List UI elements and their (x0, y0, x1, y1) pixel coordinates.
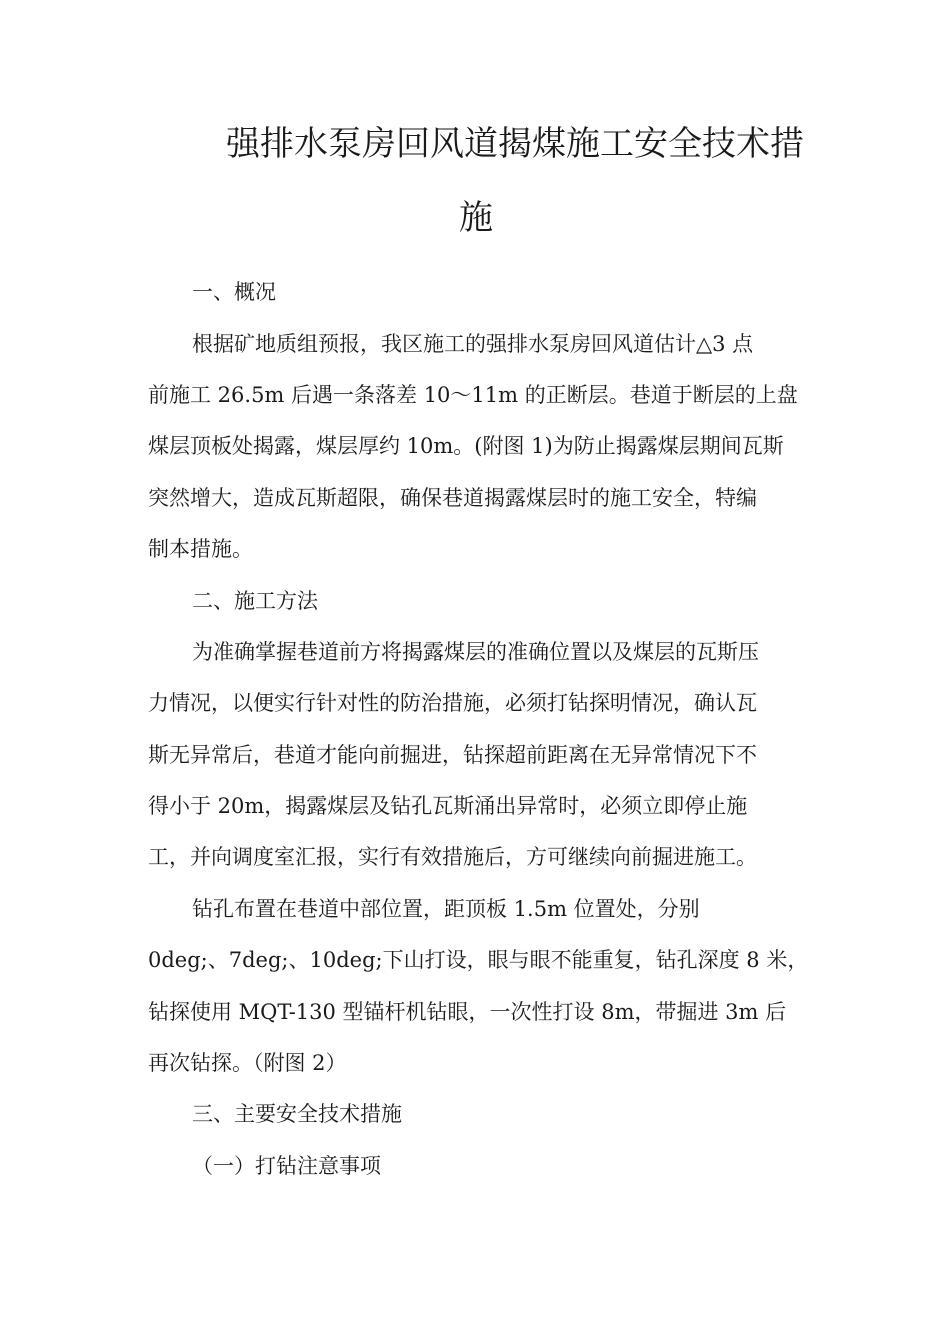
paragraph-line: 煤层顶板处揭露，煤层厚约 10m。(附图 1)为防止揭露煤层期间瓦斯 (148, 434, 784, 458)
section-heading-overview: 一、概况 (192, 280, 276, 304)
paragraph-line: 前施工 26.5m 后遇一条落差 10～11m 的正断层。巷道于断层的上盘 (148, 383, 798, 407)
paragraph-line: 斯无异常后，巷道才能向前掘进，钻探超前距离在无异常情况下不 (148, 743, 757, 767)
document-title-line-1: 强排水泵房回风道揭煤施工安全技术措 (226, 124, 804, 164)
paragraph-line: 根据矿地质组预报，我区施工的强排水泵房回风道估计△3 点 (192, 332, 754, 356)
paragraph-line: 为准确掌握巷道前方将揭露煤层的准确位置以及煤层的瓦斯压 (192, 640, 759, 664)
subsection-heading-drilling: （一）打钻注意事项 (192, 1154, 381, 1178)
paragraph-line: 突然增大，造成瓦斯超限，确保巷道揭露煤层时的施工安全，特编 (148, 486, 757, 510)
paragraph-line: 制本措施。 (148, 537, 253, 561)
paragraph-line: 钻孔布置在巷道中部位置，距顶板 1.5m 位置处，分别 (192, 897, 700, 921)
paragraph-line: 工，并向调度室汇报，实行有效措施后，方可继续向前掘进施工。 (148, 845, 757, 869)
document-title-line-2: 施 (459, 198, 493, 238)
section-heading-safety: 三、主要安全技术措施 (192, 1102, 402, 1126)
paragraph-line: 再次钻探。（附图 2） (148, 1051, 347, 1075)
paragraph-line: 钻探使用 MQT-130 型锚杆机钻眼，一次性打设 8m，带掘进 3m 后 (148, 1000, 787, 1024)
section-heading-method: 二、施工方法 (192, 589, 318, 613)
paragraph-line: 0deg;、7deg;、10deg;下山打设，眼与眼不能重复，钻孔深度 8 米， (148, 948, 809, 972)
paragraph-line: 力情况，以便实行针对性的防治措施，必须打钻探明情况，确认瓦 (148, 691, 757, 715)
paragraph-line: 得小于 20m，揭露煤层及钻孔瓦斯涌出异常时，必须立即停止施 (148, 794, 748, 818)
